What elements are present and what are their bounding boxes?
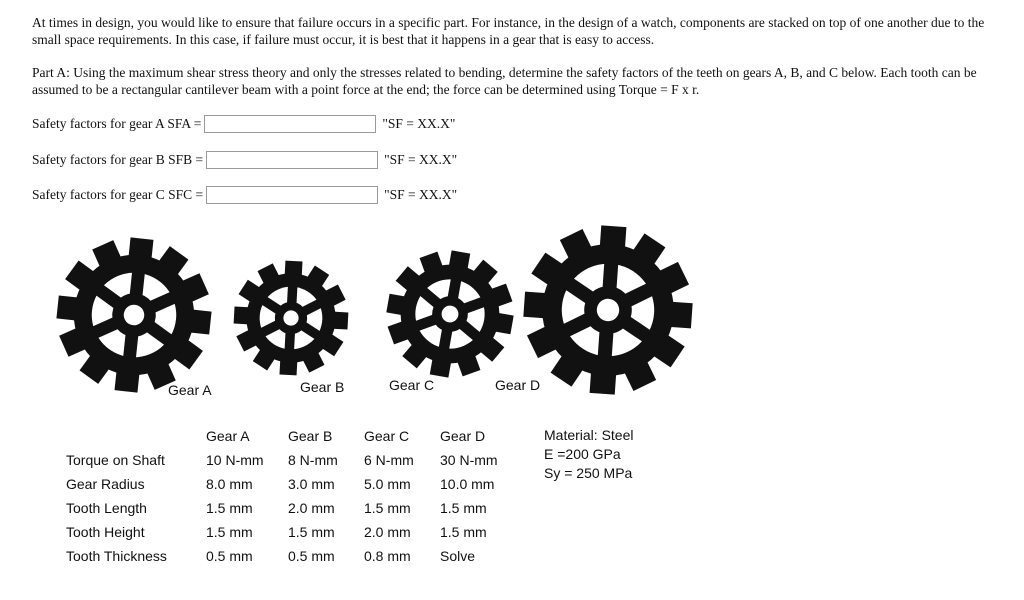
gear-d-image xyxy=(518,220,697,399)
table-cell: 2.0 mm xyxy=(364,524,411,540)
table-header-row xyxy=(66,424,520,448)
answer-label: Safety factors for gear B SFB = xyxy=(32,152,204,167)
table-cell: 30 N-mm xyxy=(440,452,498,468)
answer-format-hint: "SF = XX.X" xyxy=(384,187,458,202)
row-label: Tooth Thickness xyxy=(66,548,167,564)
table-cell: 1.5 mm xyxy=(288,524,335,540)
table-row xyxy=(66,544,520,568)
table-row xyxy=(66,448,520,472)
table-cell: 1.5 mm xyxy=(440,500,487,516)
table-row xyxy=(66,520,520,544)
row-label: Tooth Height xyxy=(66,524,145,540)
gear-c-image xyxy=(377,241,523,387)
gear-a-image xyxy=(50,231,219,400)
table-header-cell: Gear C xyxy=(364,428,410,444)
table-cell: 10.0 mm xyxy=(440,476,495,492)
answer-label: Safety factors for gear C SFC = xyxy=(32,187,204,202)
row-label: Gear Radius xyxy=(66,476,145,492)
table-cell: 5.0 mm xyxy=(364,476,411,492)
table-cell: 1.5 mm xyxy=(206,524,253,540)
yield-strength: Sy = 250 MPa xyxy=(544,465,633,481)
table-row xyxy=(66,496,520,520)
material-title: Material: Steel xyxy=(544,427,634,443)
row-label: Torque on Shaft xyxy=(66,452,165,468)
gears-illustration xyxy=(0,220,760,410)
youngs-modulus: E =200 GPa xyxy=(544,446,621,462)
gear-b-label: Gear B xyxy=(300,379,345,395)
answer-format-hint: "SF = XX.X" xyxy=(382,116,456,131)
sfa-input[interactable] xyxy=(204,115,376,133)
gear-spec-table xyxy=(66,424,520,568)
table-cell: 0.5 mm xyxy=(206,548,253,564)
sfb-input[interactable] xyxy=(206,151,378,169)
table-header-cell: Gear D xyxy=(440,428,486,444)
answer-row-gear-a xyxy=(32,114,455,134)
table-cell: 2.0 mm xyxy=(288,500,335,516)
answer-label: Safety factors for gear A SFA = xyxy=(32,116,202,131)
gear-a-label: Gear A xyxy=(168,382,212,398)
table-cell: 8 N-mm xyxy=(288,452,338,468)
table-cell: 6 N-mm xyxy=(364,452,414,468)
table-cell: 3.0 mm xyxy=(288,476,335,492)
material-properties xyxy=(544,426,633,483)
gear-d-label: Gear D xyxy=(495,377,541,393)
gear-b-image xyxy=(231,258,351,378)
gear-c-label: Gear C xyxy=(389,377,435,393)
row-label: Tooth Length xyxy=(66,500,147,516)
table-cell: 1.5 mm xyxy=(364,500,411,516)
table-header-cell: Gear B xyxy=(288,428,333,444)
table-cell: 8.0 mm xyxy=(206,476,253,492)
intro-paragraph: At times in design, you would like to ensure that failure occurs in a specific part. For instance, in the design of a watch, components are stacked on top of one another due to the small space requirements. In this case, if failure must occur, it is best that it happens in a gear that is easy to access. xyxy=(32,15,985,47)
table-cell: Solve xyxy=(440,548,476,564)
table-cell: 10 N-mm xyxy=(206,452,264,468)
table-row xyxy=(66,472,520,496)
table-header-cell xyxy=(66,424,206,448)
table-header-cell: Gear A xyxy=(206,428,250,444)
table-cell: 0.8 mm xyxy=(364,548,411,564)
table-cell: 1.5 mm xyxy=(206,500,253,516)
answer-row-gear-b xyxy=(32,150,457,170)
sfc-input[interactable] xyxy=(206,186,378,204)
answer-format-hint: "SF = XX.X" xyxy=(384,152,458,167)
part-a-paragraph: Part A: Using the maximum shear stress theory and only the stresses related to bending, determine the safety factors of the teeth on gears A, B, and C below. Each tooth can be assumed to be a rectangular cantilever beam with a point force at the end; the force can be determined using Torque = F x r. xyxy=(32,65,977,97)
table-cell: 0.5 mm xyxy=(288,548,335,564)
answer-row-gear-c xyxy=(32,185,457,205)
table-cell: 1.5 mm xyxy=(440,524,487,540)
